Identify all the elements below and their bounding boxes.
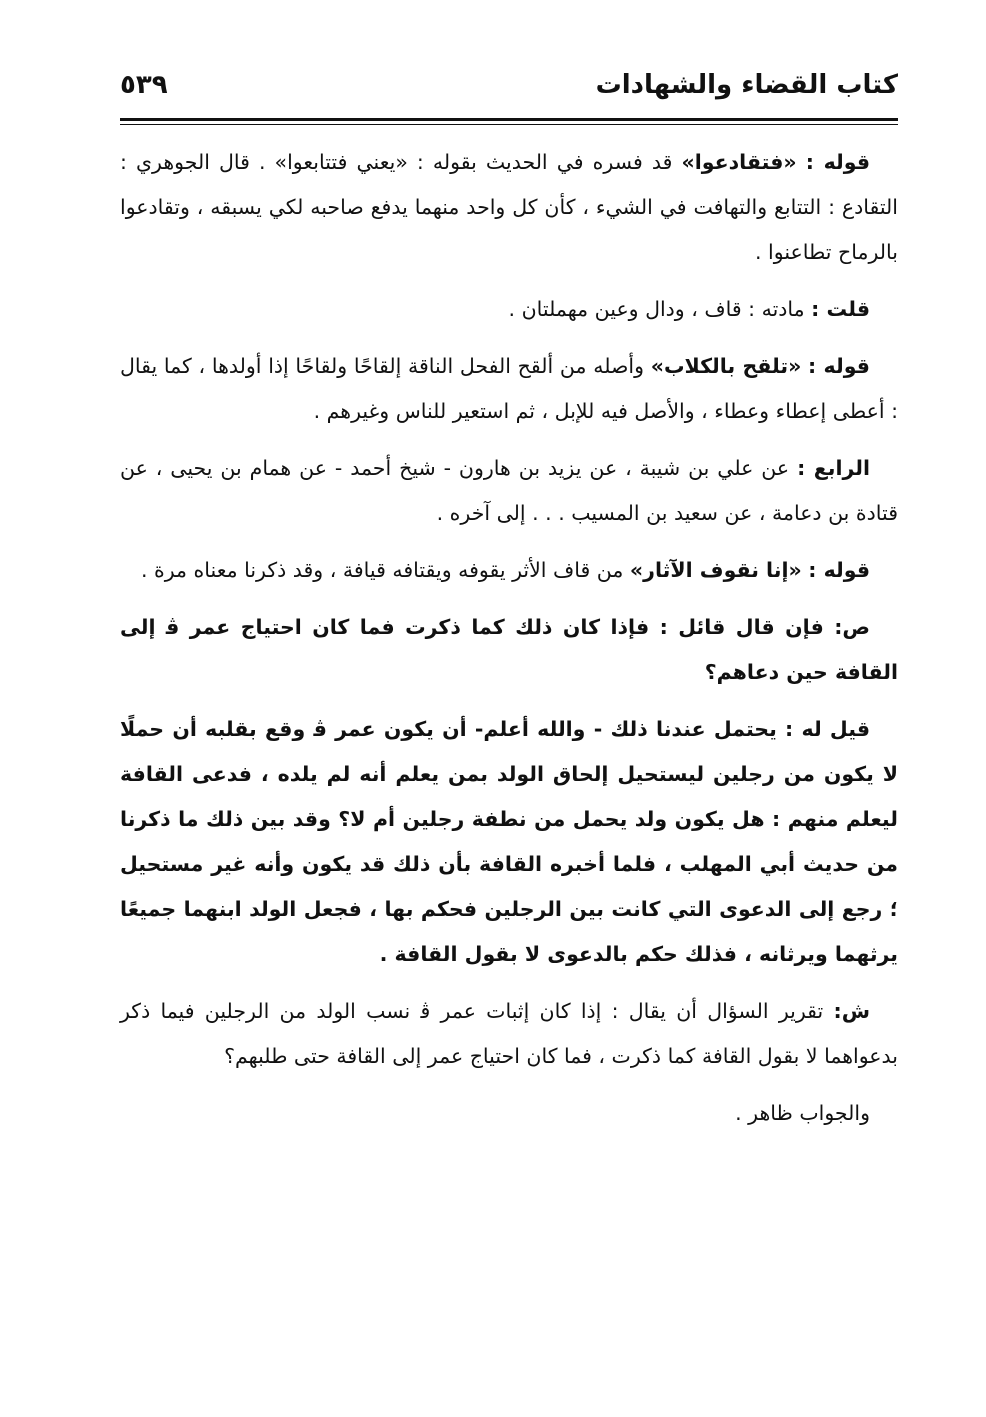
paragraph-text: من قاف الأثر يقوفه ويقتافه قيافة ، وقد ذكرنا معناه مرة . xyxy=(140,558,630,582)
page-number: ٥٣٩ xyxy=(120,70,168,100)
paragraph-lead: ص: xyxy=(834,615,870,639)
matn-paragraph-1 xyxy=(120,605,898,695)
paragraph-lead: قوله : xyxy=(805,150,870,174)
paragraph-lead: قلت : xyxy=(811,297,870,321)
paragraph-text: عن علي بن شيبة ، عن يزيد بن هارون - شيخ أحمد - عن همام بن يحيى ، عن قتادة بن دعامة ، عن سعيد بن المسيب . . . إلى آخره . xyxy=(120,456,898,525)
quoted-term: «فتقادعوا» xyxy=(681,150,797,174)
header-rule xyxy=(120,118,898,121)
quoted-term: «إنا نقوف الآثار» xyxy=(629,558,802,582)
paragraph-text: فإن قال قائل : فإذا كان ذلك كما ذكرت فما كان احتياج عمر ﭬ إلى القافة حين دعاهم؟ xyxy=(120,615,898,684)
running-title: كتاب القضاء والشهادات xyxy=(595,70,898,100)
sharh-paragraph xyxy=(120,989,898,1079)
matn-paragraph-2 xyxy=(120,707,898,977)
header-rule-thin xyxy=(120,124,898,125)
paragraph-lead: قوله : xyxy=(808,558,870,582)
paragraph-text: قد فسره في الحديث بقوله : «يعني فتتابعوا» . قال الجوهري : التقادع : التتابع والتهافت في الشيء ، كأن كل واحد منهما يدفع صاحبه لكي يسبقه ، وتقادعوا بالرماح تطاعنوا . xyxy=(120,150,898,264)
commentary-paragraph-4 xyxy=(120,446,898,536)
commentary-paragraph-5 xyxy=(120,548,898,593)
paragraph-lead: قوله : xyxy=(808,354,870,378)
paragraph-text: وأصله من ألقح الفحل الناقة إلقاحًا ولقاحًا إذا أولدها ، كما يقال : أعطى إعطاء وعطاء ، والأصل فيه للإبل ، ثم استعير للناس وغيرهم . xyxy=(120,354,898,423)
quoted-term: «تلقح بالكلاب» xyxy=(650,354,802,378)
commentary-paragraph-2 xyxy=(120,287,898,332)
paragraph-text: تقرير السؤال أن يقال : إذا كان إثبات عمر ﭬ نسب الولد من الرجلين فيما ذكر بدعواهما لا بقول القافة كما ذكرت ، فما كان احتياج عمر إلى القافة حتى طلبهم؟ xyxy=(120,999,898,1068)
paragraph-text: مادته : قاف ، ودال وعين مهملتان . xyxy=(508,297,812,321)
paragraph-lead: ش: xyxy=(833,999,870,1023)
commentary-paragraph-3 xyxy=(120,344,898,434)
paragraph-text: قيل له : يحتمل عندنا ذلك - والله أعلم- أن يكون عمر ﭬ وقع بقلبه أن حملًا لا يكون من رجلين ليستحيل إلحاق الولد بمن يعلم أنه لم يلده ، فدعى القافة ليعلم منهم : هل يكون ولد يحمل من نطفة رجلين أم لا؟ وقد بين ذلك ما ذكرنا من حديث أبي المهلب ، فلما أخبره القافة بأن ذلك قد يكون وأنه غير مستحيل ؛ رجع إلى الدعوى التي كانت بين الرجلين فحكم بها ، فجعل الولد ابنهما جميعًا يرثهما ويرثانه ، فذلك حكم بالدعوى لا بقول القافة . xyxy=(120,717,898,966)
closing-line: والجواب ظاهر . xyxy=(735,1101,870,1125)
page-body xyxy=(120,140,898,1136)
page-header xyxy=(120,64,898,112)
paragraph-lead: الرابع : xyxy=(797,456,870,480)
commentary-paragraph-1 xyxy=(120,140,898,275)
